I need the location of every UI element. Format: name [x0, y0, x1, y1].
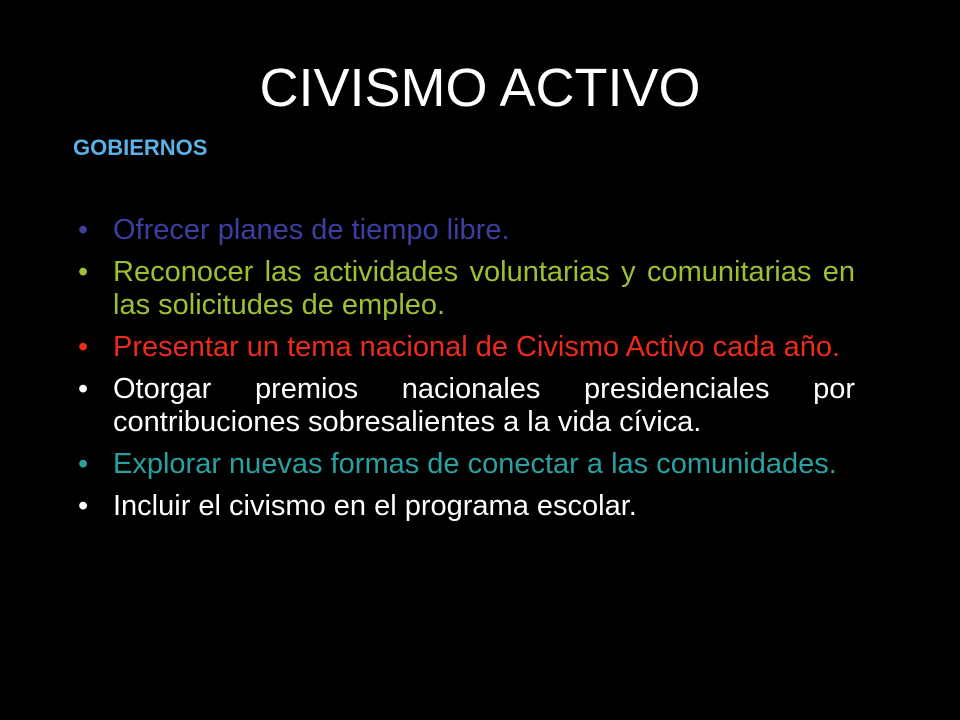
- bullet-item: [78, 331, 855, 364]
- bullet-item: [78, 256, 855, 322]
- bullet-text: Incluir el civismo en el programa escolar.: [113, 490, 637, 522]
- bullet-dot-icon: •: [78, 448, 89, 480]
- bullet-item: [78, 448, 855, 481]
- slide-subtitle: GOBIERNOS: [73, 135, 208, 160]
- bullet-text: Reconocer las actividades voluntarias y comunitarias en las solicitudes de empleo.: [113, 256, 855, 321]
- bullet-dot-icon: •: [78, 214, 89, 246]
- bullet-item: [78, 490, 855, 523]
- bullet-text: Explorar nuevas formas de conectar a las comunidades.: [113, 448, 837, 480]
- bullet-list: [78, 214, 855, 532]
- bullet-text: Ofrecer planes de tiempo libre.: [113, 214, 510, 246]
- bullet-dot-icon: •: [78, 490, 89, 522]
- bullet-text: Presentar un tema nacional de Civismo Activo cada año.: [113, 331, 841, 363]
- bullet-item: [78, 373, 855, 439]
- bullet-dot-icon: •: [78, 256, 89, 288]
- bullet-text: Otorgar premios nacionales presidenciales por contribuciones sobresalientes a la vida cívica.: [113, 373, 855, 438]
- bullet-dot-icon: •: [78, 331, 89, 363]
- slide-title: CIVISMO ACTIVO: [259, 58, 701, 118]
- bullet-item: [78, 214, 855, 247]
- bullet-dot-icon: •: [78, 373, 89, 405]
